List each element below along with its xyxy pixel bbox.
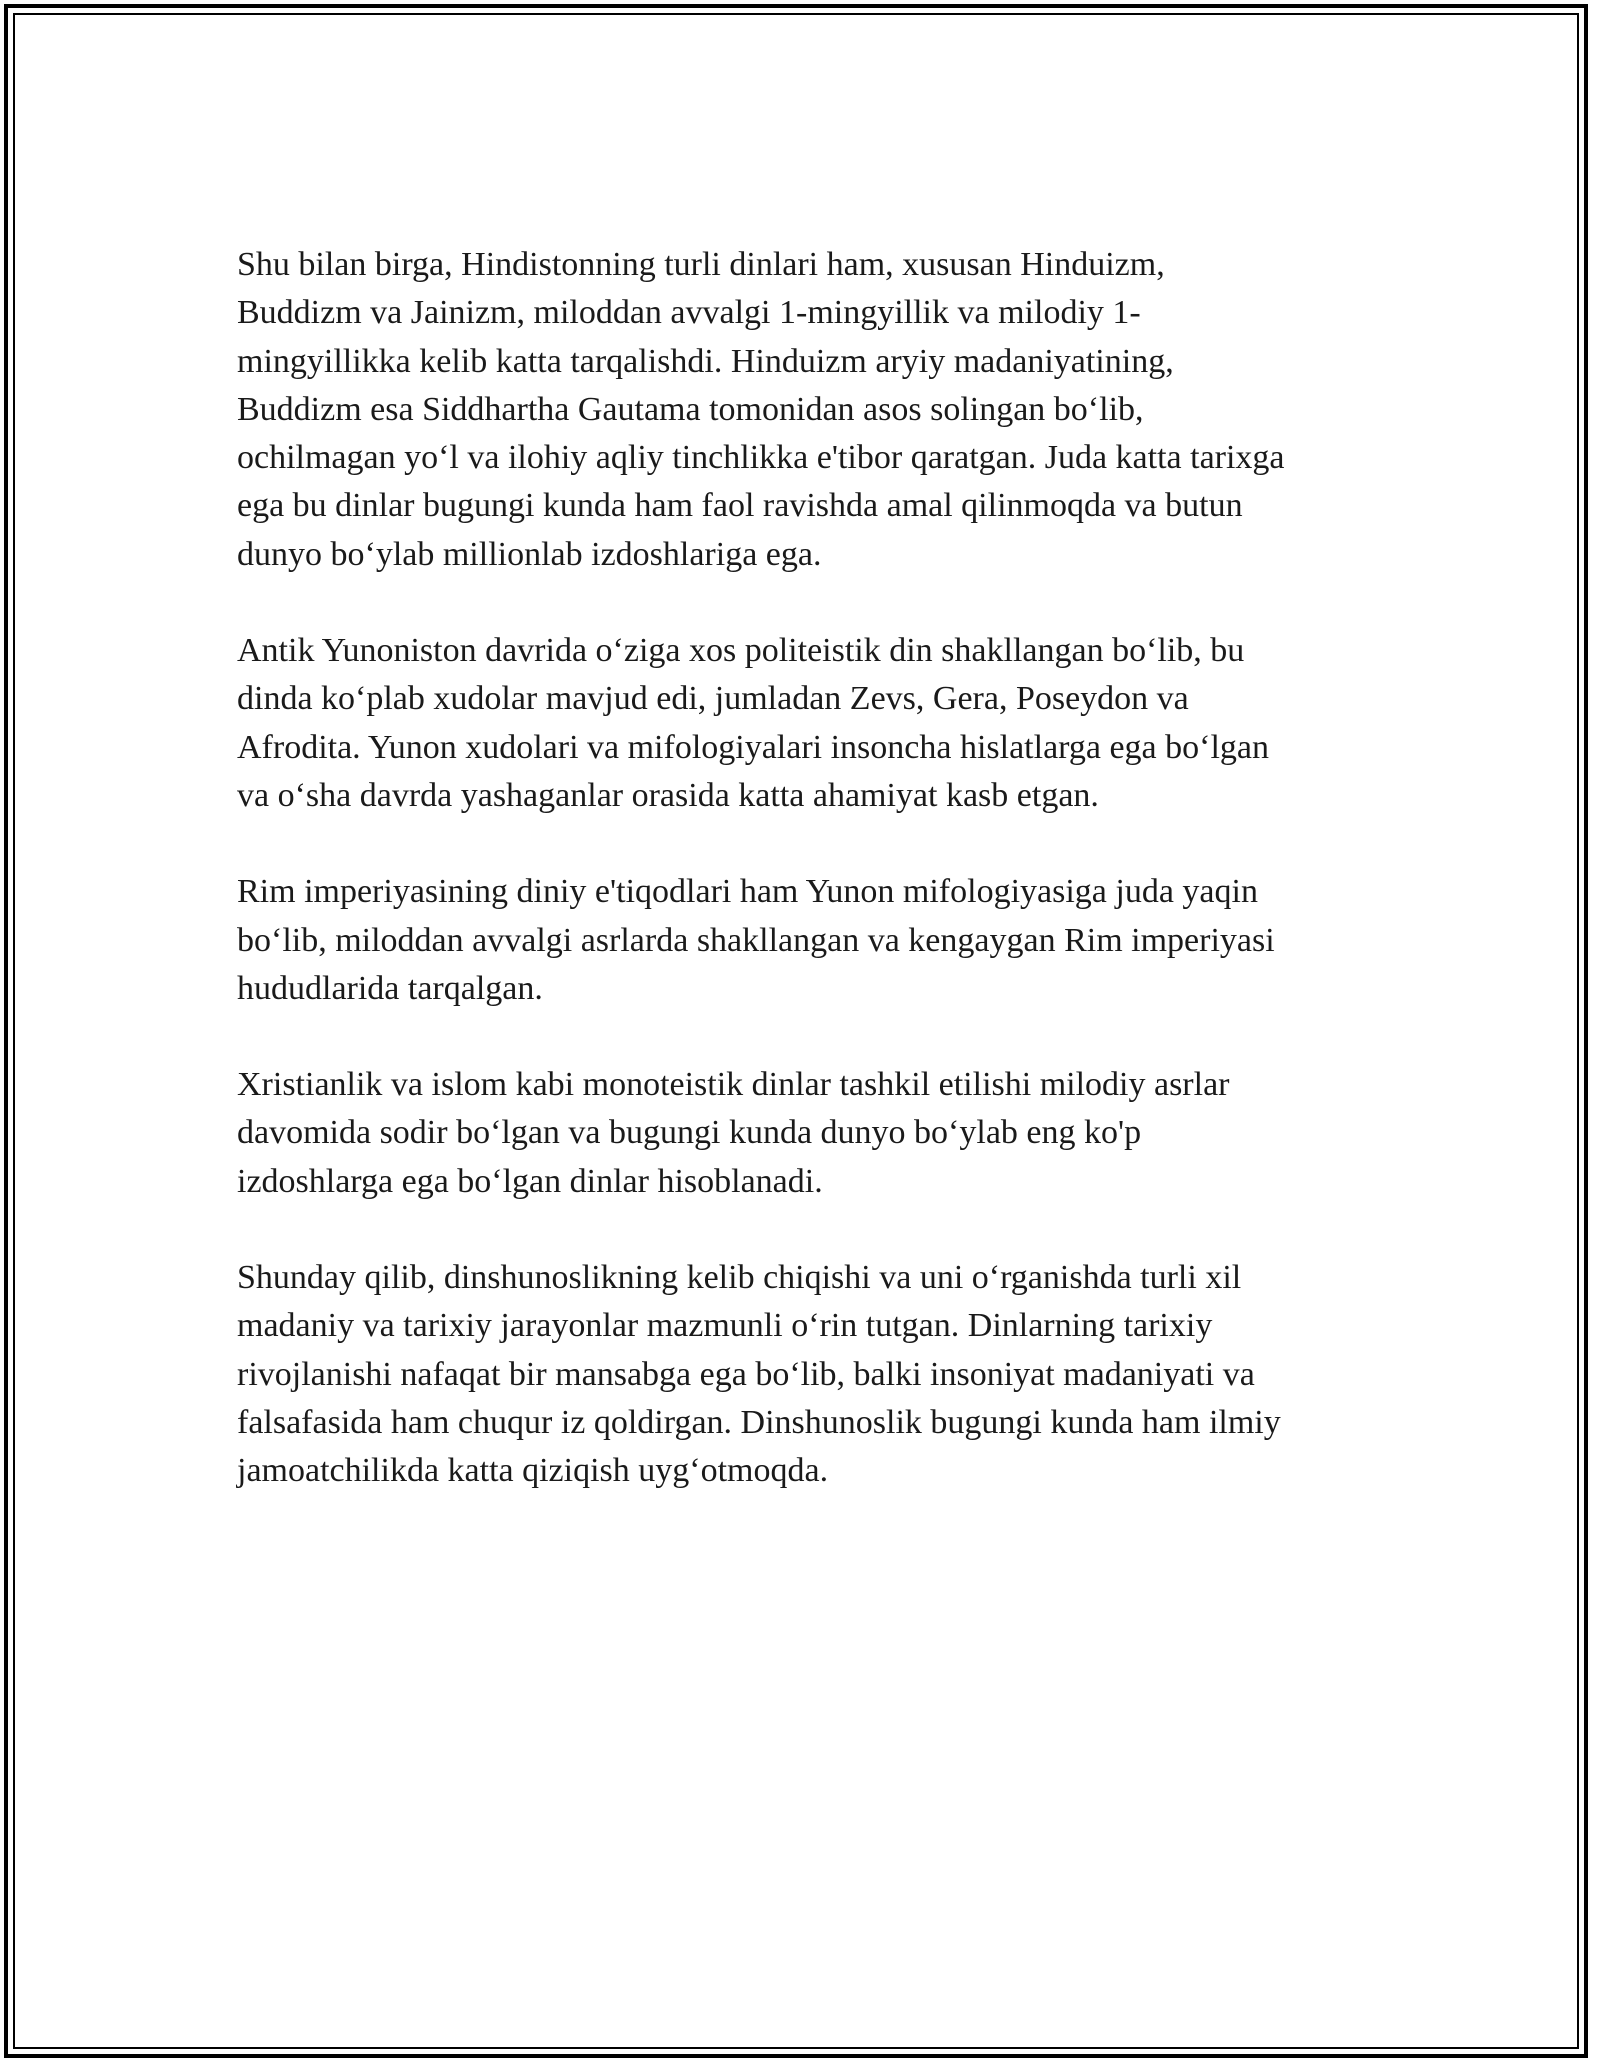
- paragraph-3: Rim imperiyasining diniy e'tiqodlari ham Yunon mifologiyasiga juda yaqin boʻlib, miloddan avvalgi asrlarda shakllangan va kengaygan Rim imperiyasi hududlarida tarqalgan.: [237, 873, 1275, 1007]
- page-border-outer: [4, 4, 1588, 2058]
- paragraph-2: Antik Yunoniston davrida oʻziga xos politeistik din shakllangan boʻlib, bu dinda koʻplab xudolar mavjud edi, jumladan Zevs, Gera, Poseydon va Afrodita. Yunon xudolari va mifologiyalari insoncha hislatlarga ega boʻlgan va oʻsha davrda yashaganlar orasida katta ahamiyat kasb etgan.: [237, 632, 1270, 814]
- document-body: [237, 241, 1387, 1496]
- page-border-inner: [13, 13, 1579, 2049]
- paragraph-1: Shu bilan birga, Hindistonning turli dinlari ham, xususan Hinduizm, Buddizm va Jainizm, miloddan avvalgi 1-mingyillik va milodiy 1- mingyillikka kelib katta tarqalishdi. Hinduizm aryiy madaniyatining, Buddizm esa Siddhartha Gautama tomonidan asos solingan boʻlib, ochilmagan yoʻl va ilohiy aqliy tinchlikka e'tibor qaratgan. Juda katta tarixga ega bu dinlar bugungi kunda ham faol ravishda amal qilinmoqda va butun dunyo boʻylab millionlab izdoshlariga ega.: [237, 246, 1285, 573]
- paragraph-4: Xristianlik va islom kabi monoteistik dinlar tashkil etilishi milodiy asrlar davomida sodir boʻlgan va bugungi kunda dunyo boʻylab eng ko'p izdoshlarga ega boʻlgan dinlar hisoblanadi.: [237, 1066, 1230, 1200]
- paragraph-5: Shunday qilib, dinshunoslikning kelib chiqishi va uni oʻrganishda turli xil madaniy va tarixiy jarayonlar mazmunli oʻrin tutgan. Dinlarning tarixiy rivojlanishi nafaqat bir mansabga ega boʻlib, balki insoniyat madaniyati va falsafasida ham chuqur iz qoldirgan. Dinshunoslik bugungi kunda ham ilmiy jamoatchilikda katta qiziqish uygʻotmoqda.: [237, 1259, 1281, 1490]
